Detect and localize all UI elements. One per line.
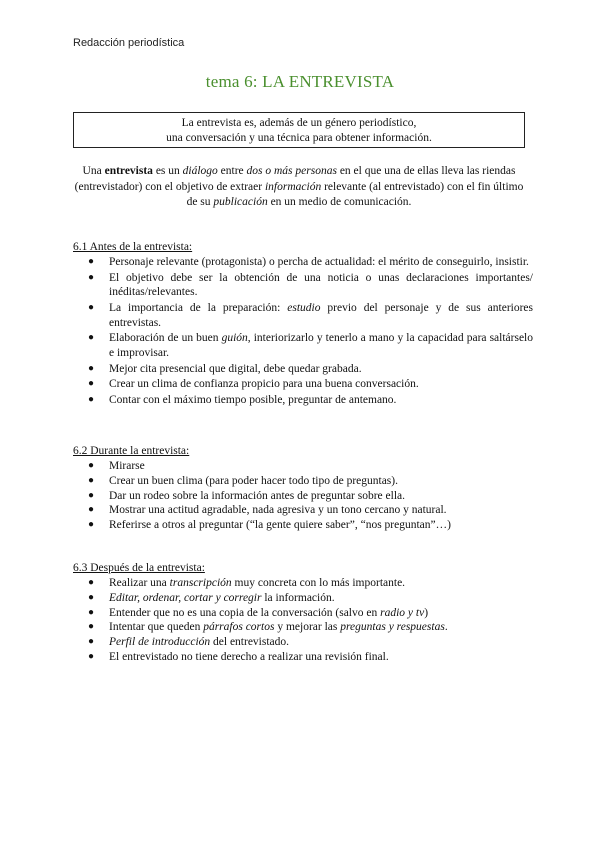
bullet-icon: ● — [88, 577, 95, 588]
bullet-icon: ● — [88, 362, 95, 374]
section-heading: 6.2 Durante la entrevista: — [73, 445, 190, 457]
bullet-icon: ● — [88, 393, 95, 405]
list-item-text: . — [444, 621, 448, 634]
definition-line: La entrevista es, además de un género periodístico, — [181, 117, 417, 129]
list-item-text: Dar un rodeo sobre la información antes de preguntar sobre ella. — [109, 489, 406, 502]
list-item-text: Referirse a otros al preguntar (“la gente quiere saber”, “nos preguntan”…) — [109, 519, 451, 532]
list-item-italic: Perfil de introducción — [109, 636, 211, 649]
list-item-text: Elaboración de un buen — [109, 332, 222, 345]
intro-italic-term: publicación — [213, 196, 268, 208]
list-item-italic: preguntas y respuestas — [340, 621, 445, 634]
list-item — [73, 255, 533, 270]
list-item-text: Intentar que queden — [109, 621, 204, 634]
list-item-italic: estudio — [287, 301, 321, 314]
bullet-icon: ● — [88, 332, 95, 344]
bullet-icon: ● — [88, 606, 95, 618]
bullet-icon: ● — [88, 301, 95, 313]
section-after-interview — [73, 561, 533, 665]
intro-text: en un medio de comunicación. — [267, 196, 412, 208]
running-header: Redacción periodística — [73, 37, 185, 49]
section-before-interview — [73, 240, 533, 409]
list-item-text: la información. — [261, 591, 335, 604]
intro-text: relevante (al entrevistado) con el fin último de su — [186, 180, 524, 208]
list-item — [73, 650, 533, 665]
intro-text: es un — [152, 165, 183, 177]
list-item — [73, 459, 533, 474]
definition-box — [73, 112, 525, 148]
list-item-text: y mejorar las — [274, 621, 341, 634]
list-item — [73, 518, 533, 533]
bullet-icon: ● — [88, 474, 95, 486]
bullet-icon: ● — [88, 256, 95, 267]
bullet-icon: ● — [88, 591, 95, 603]
bullet-icon: ● — [88, 650, 95, 662]
list-item-text: Crear un clima de confianza propicio para una buena conversación. — [109, 378, 419, 391]
list-item-italic: párrafos cortos — [203, 621, 275, 634]
bullet-icon: ● — [88, 489, 95, 501]
list-item — [73, 301, 533, 331]
list-item — [73, 576, 533, 591]
list-item — [73, 635, 533, 650]
definition-line: una conversación y una técnica para obtener información. — [166, 132, 432, 144]
intro-text: en el que una de ellas lleva las riendas (entrevistador) con el objetivo de extraer — [74, 165, 516, 193]
bullet-icon: ● — [88, 519, 95, 531]
list-item-text: Mostrar una actitud agradable, nada agresiva y un tono cercano y natural. — [109, 504, 447, 517]
list-item — [73, 393, 533, 408]
bullet-icon: ● — [88, 636, 95, 648]
list-item — [73, 377, 533, 392]
list-item — [73, 474, 533, 489]
list-item — [73, 503, 533, 518]
list-item-text: Personaje relevante (protagonista) o percha de actualidad: el mérito de conseguirlo, insistir. — [109, 256, 529, 268]
bullet-list — [73, 255, 533, 408]
list-item-text: previo del personaje y de sus anteriores entrevistas. — [109, 301, 534, 329]
bullet-icon: ● — [88, 378, 95, 390]
list-item-text: Contar con el máximo tiempo posible, preguntar de antemano. — [109, 393, 397, 406]
intro-text: Una — [82, 165, 105, 177]
intro-italic-term: información — [264, 180, 322, 193]
list-item-text: El entrevistado no tiene derecho a realizar una revisión final. — [109, 650, 389, 663]
list-item-italic: guión — [221, 332, 248, 345]
intro-italic-term: dos o más personas — [246, 165, 337, 177]
list-item — [73, 606, 533, 621]
bullet-icon: ● — [88, 460, 95, 471]
list-item-text: Crear un buen clima (para poder hacer todo tipo de preguntas). — [109, 474, 398, 487]
list-item-text: Entender que no es una copia de la conversación (salvo en — [109, 606, 381, 619]
list-item — [73, 591, 533, 606]
page-title: tema 6: LA ENTREVISTA — [205, 72, 395, 91]
intro-text: entre — [217, 165, 247, 177]
list-item-text: Realizar una — [109, 577, 170, 589]
list-item-italic: Editar, ordenar, cortar y corregir — [109, 591, 262, 604]
list-item-text: El objetivo debe ser la obtención de una noticia o unas declaraciones importantes/ inéditas/relevantes. — [109, 271, 533, 299]
bullet-list — [73, 459, 533, 533]
intro-bold-term: entrevista — [104, 165, 153, 177]
list-item — [73, 331, 533, 361]
bullet-icon: ● — [88, 504, 95, 516]
list-item-text: Mirarse — [109, 460, 145, 472]
intro-italic-term: diálogo — [182, 165, 218, 177]
intro-paragraph — [73, 164, 525, 211]
list-item-text: Mejor cita presencial que digital, debe quedar grabada. — [109, 362, 362, 375]
list-item-text: , interiorizarlo y tenerlo a mano y la capacidad para saltárselo e improvisar. — [109, 332, 534, 360]
section-during-interview — [73, 444, 533, 533]
bullet-icon: ● — [88, 621, 95, 633]
list-item-italic: radio y tv — [380, 606, 425, 619]
list-item — [73, 271, 533, 301]
bullet-list — [73, 576, 533, 665]
bullet-icon: ● — [88, 271, 95, 283]
list-item-text: muy concreta con lo más importante. — [231, 577, 406, 589]
list-item — [73, 620, 533, 635]
list-item-text: del entrevistado. — [210, 636, 290, 649]
section-heading: 6.3 Después de la entrevista: — [73, 562, 205, 574]
list-item — [73, 362, 533, 377]
list-item-text: La importancia de la preparación: — [109, 301, 288, 314]
list-item-italic: transcripción — [169, 577, 232, 589]
section-heading: 6.1 Antes de la entrevista: — [73, 241, 193, 253]
list-item-text: ) — [424, 606, 429, 619]
list-item — [73, 489, 533, 504]
